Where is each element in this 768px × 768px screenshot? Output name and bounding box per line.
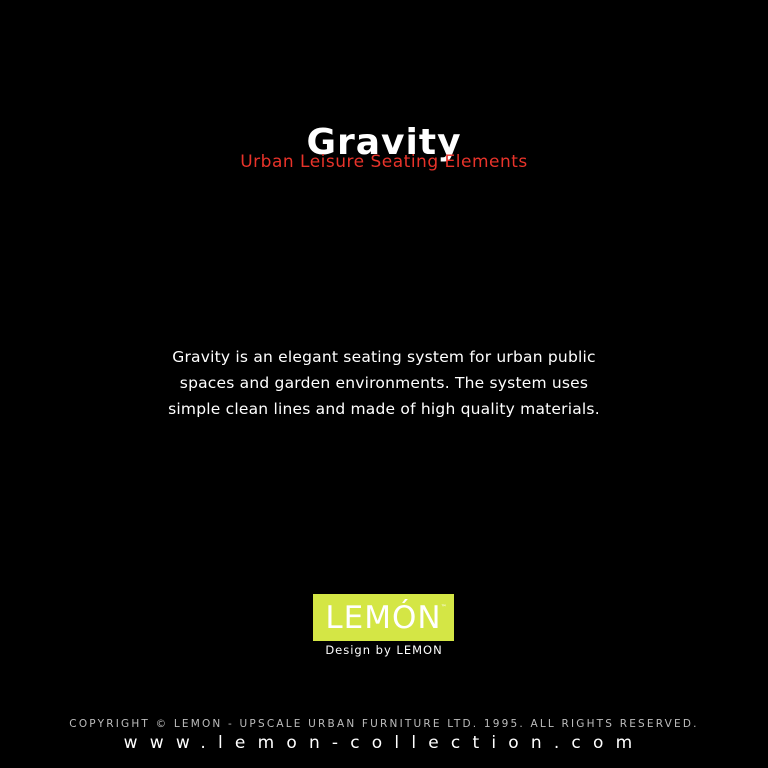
- description-text: [0, 344, 768, 422]
- lemon-logo: [313, 594, 454, 641]
- description-line: Gravity is an elegant seating system for urban public: [172, 348, 596, 366]
- page-subtitle: Urban Leisure Seating Elements: [240, 152, 528, 172]
- page-title: Gravity: [306, 122, 462, 164]
- logo-wordmark: [325, 599, 448, 636]
- copyright-notice: COPYRIGHT © LEMON - UPSCALE URBAN FURNITURE LTD. 1995. ALL RIGHTS RESERVED.: [69, 718, 699, 730]
- trademark-icon: ™: [440, 603, 448, 611]
- description-line: spaces and garden environments. The system uses: [179, 374, 589, 392]
- logo-wordmark-text: LEMÓN: [325, 599, 442, 636]
- website-link[interactable]: www.lemon-collection.com: [123, 733, 645, 753]
- design-credit: Design by LEMON: [325, 643, 443, 657]
- description-line: simple clean lines and made of high quality materials.: [168, 400, 600, 418]
